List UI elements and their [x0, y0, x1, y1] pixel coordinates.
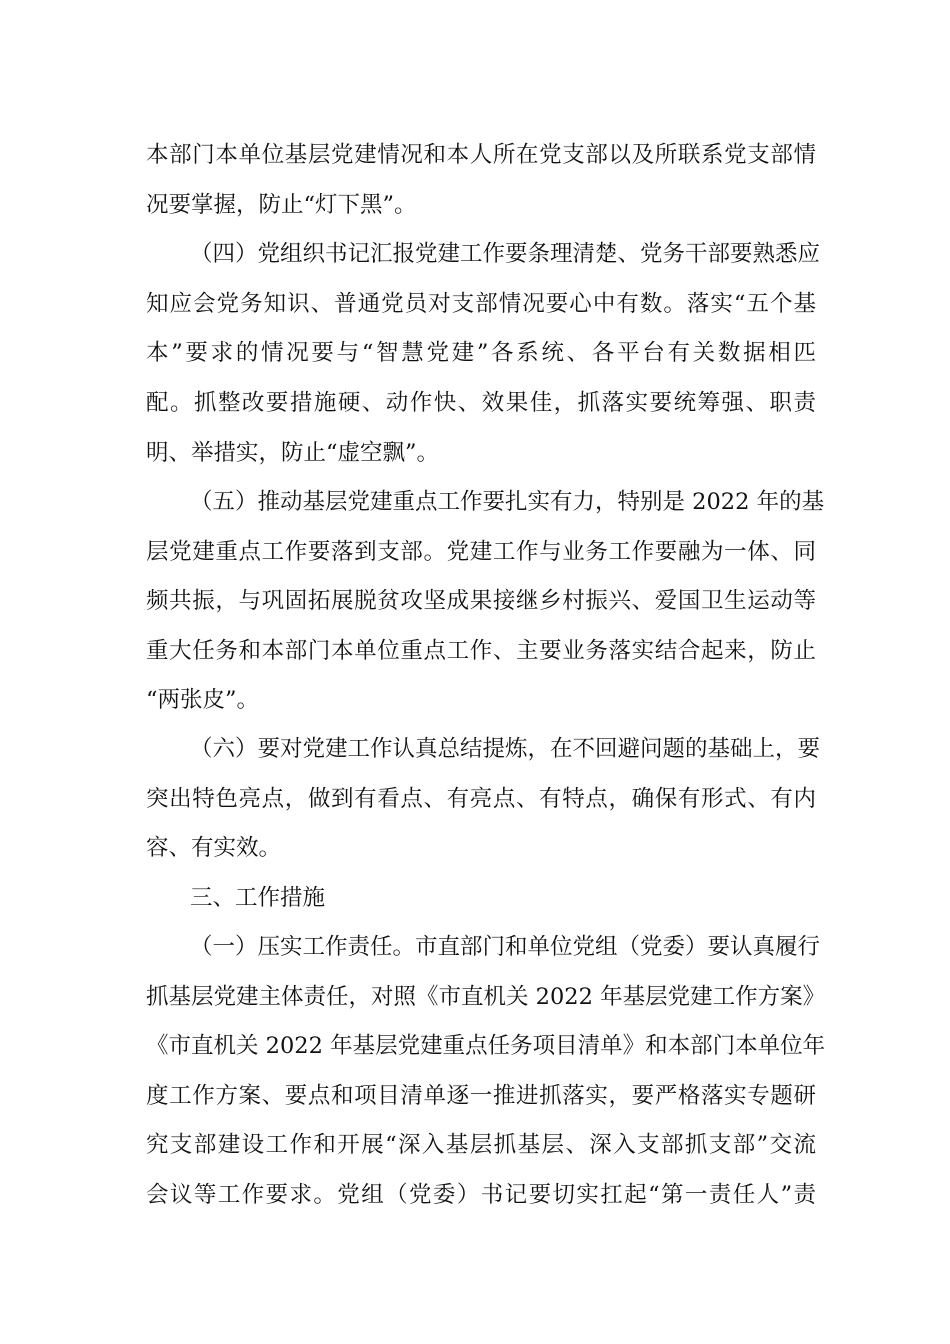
text-line-15: 容、有实效。: [146, 835, 282, 861]
section-heading: 三、工作措施: [190, 885, 326, 911]
text-line-11: 重大任务和本部门本单位重点工作、主要业务落实结合起来，防止: [146, 638, 816, 664]
text-line-3: （四）党组织书记汇报党建工作要条理清楚、党务干部要熟悉应: [190, 241, 821, 267]
text-line-22: 会议等工作要求。党组（党委）书记要切实扛起“第一责任人”责: [146, 1182, 816, 1208]
text-line-20: 度工作方案、要点和项目清单逐一推进抓落实，要严格落实专题研: [146, 1083, 816, 1109]
text-line-1: 本部门本单位基层党建情况和本人所在党支部以及所联系党支部情: [146, 142, 816, 168]
text-line-5: 本”要求的情况要与“智慧党建”各系统、各平台有关数据相匹: [146, 340, 816, 366]
text-line-4: 知应会党务知识、普通党员对支部情况要心中有数。落实“五个基: [146, 291, 816, 317]
text-line-13: （六）要对党建工作认真总结提炼，在不回避问题的基础上，要: [190, 736, 821, 762]
text-line-2: 况要掌握，防止“灯下黑”。: [146, 192, 417, 218]
text-line-10: 频共振，与巩固拓展脱贫攻坚成果接继乡村振兴、爱国卫生运动等: [146, 588, 816, 614]
text-line-8: （五）推动基层党建重点工作要扎实有力，特别是 2022 年的基: [190, 489, 825, 515]
text-line-14: 突出特色亮点，做到有看点、有亮点、有特点，确保有形式、有内: [146, 786, 816, 812]
text-line-12: “两张皮”。: [146, 687, 260, 713]
text-line-21: 究支部建设工作和开展“深入基层抓基层、深入支部抓支部”交流: [146, 1132, 816, 1158]
text-line-7: 明、举措实，防止“虚空飘”。: [146, 440, 440, 466]
text-line-19: 《市直机关 2022 年基层党建重点任务项目清单》和本部门本单位年: [146, 1033, 826, 1059]
text-line-9: 层党建重点工作要落到支部。党建工作与业务工作要融为一体、同: [146, 539, 816, 565]
text-line-17: （一）压实工作责任。市直部门和单位党组（党委）要认真履行: [190, 934, 821, 960]
text-line-18: 抓基层党建主体责任，对照《市直机关 2022 年基层党建工作方案》: [146, 984, 826, 1010]
text-line-6: 配。抓整改要措施硬、动作快、效果佳，抓落实要统筹强、职责: [146, 390, 816, 416]
